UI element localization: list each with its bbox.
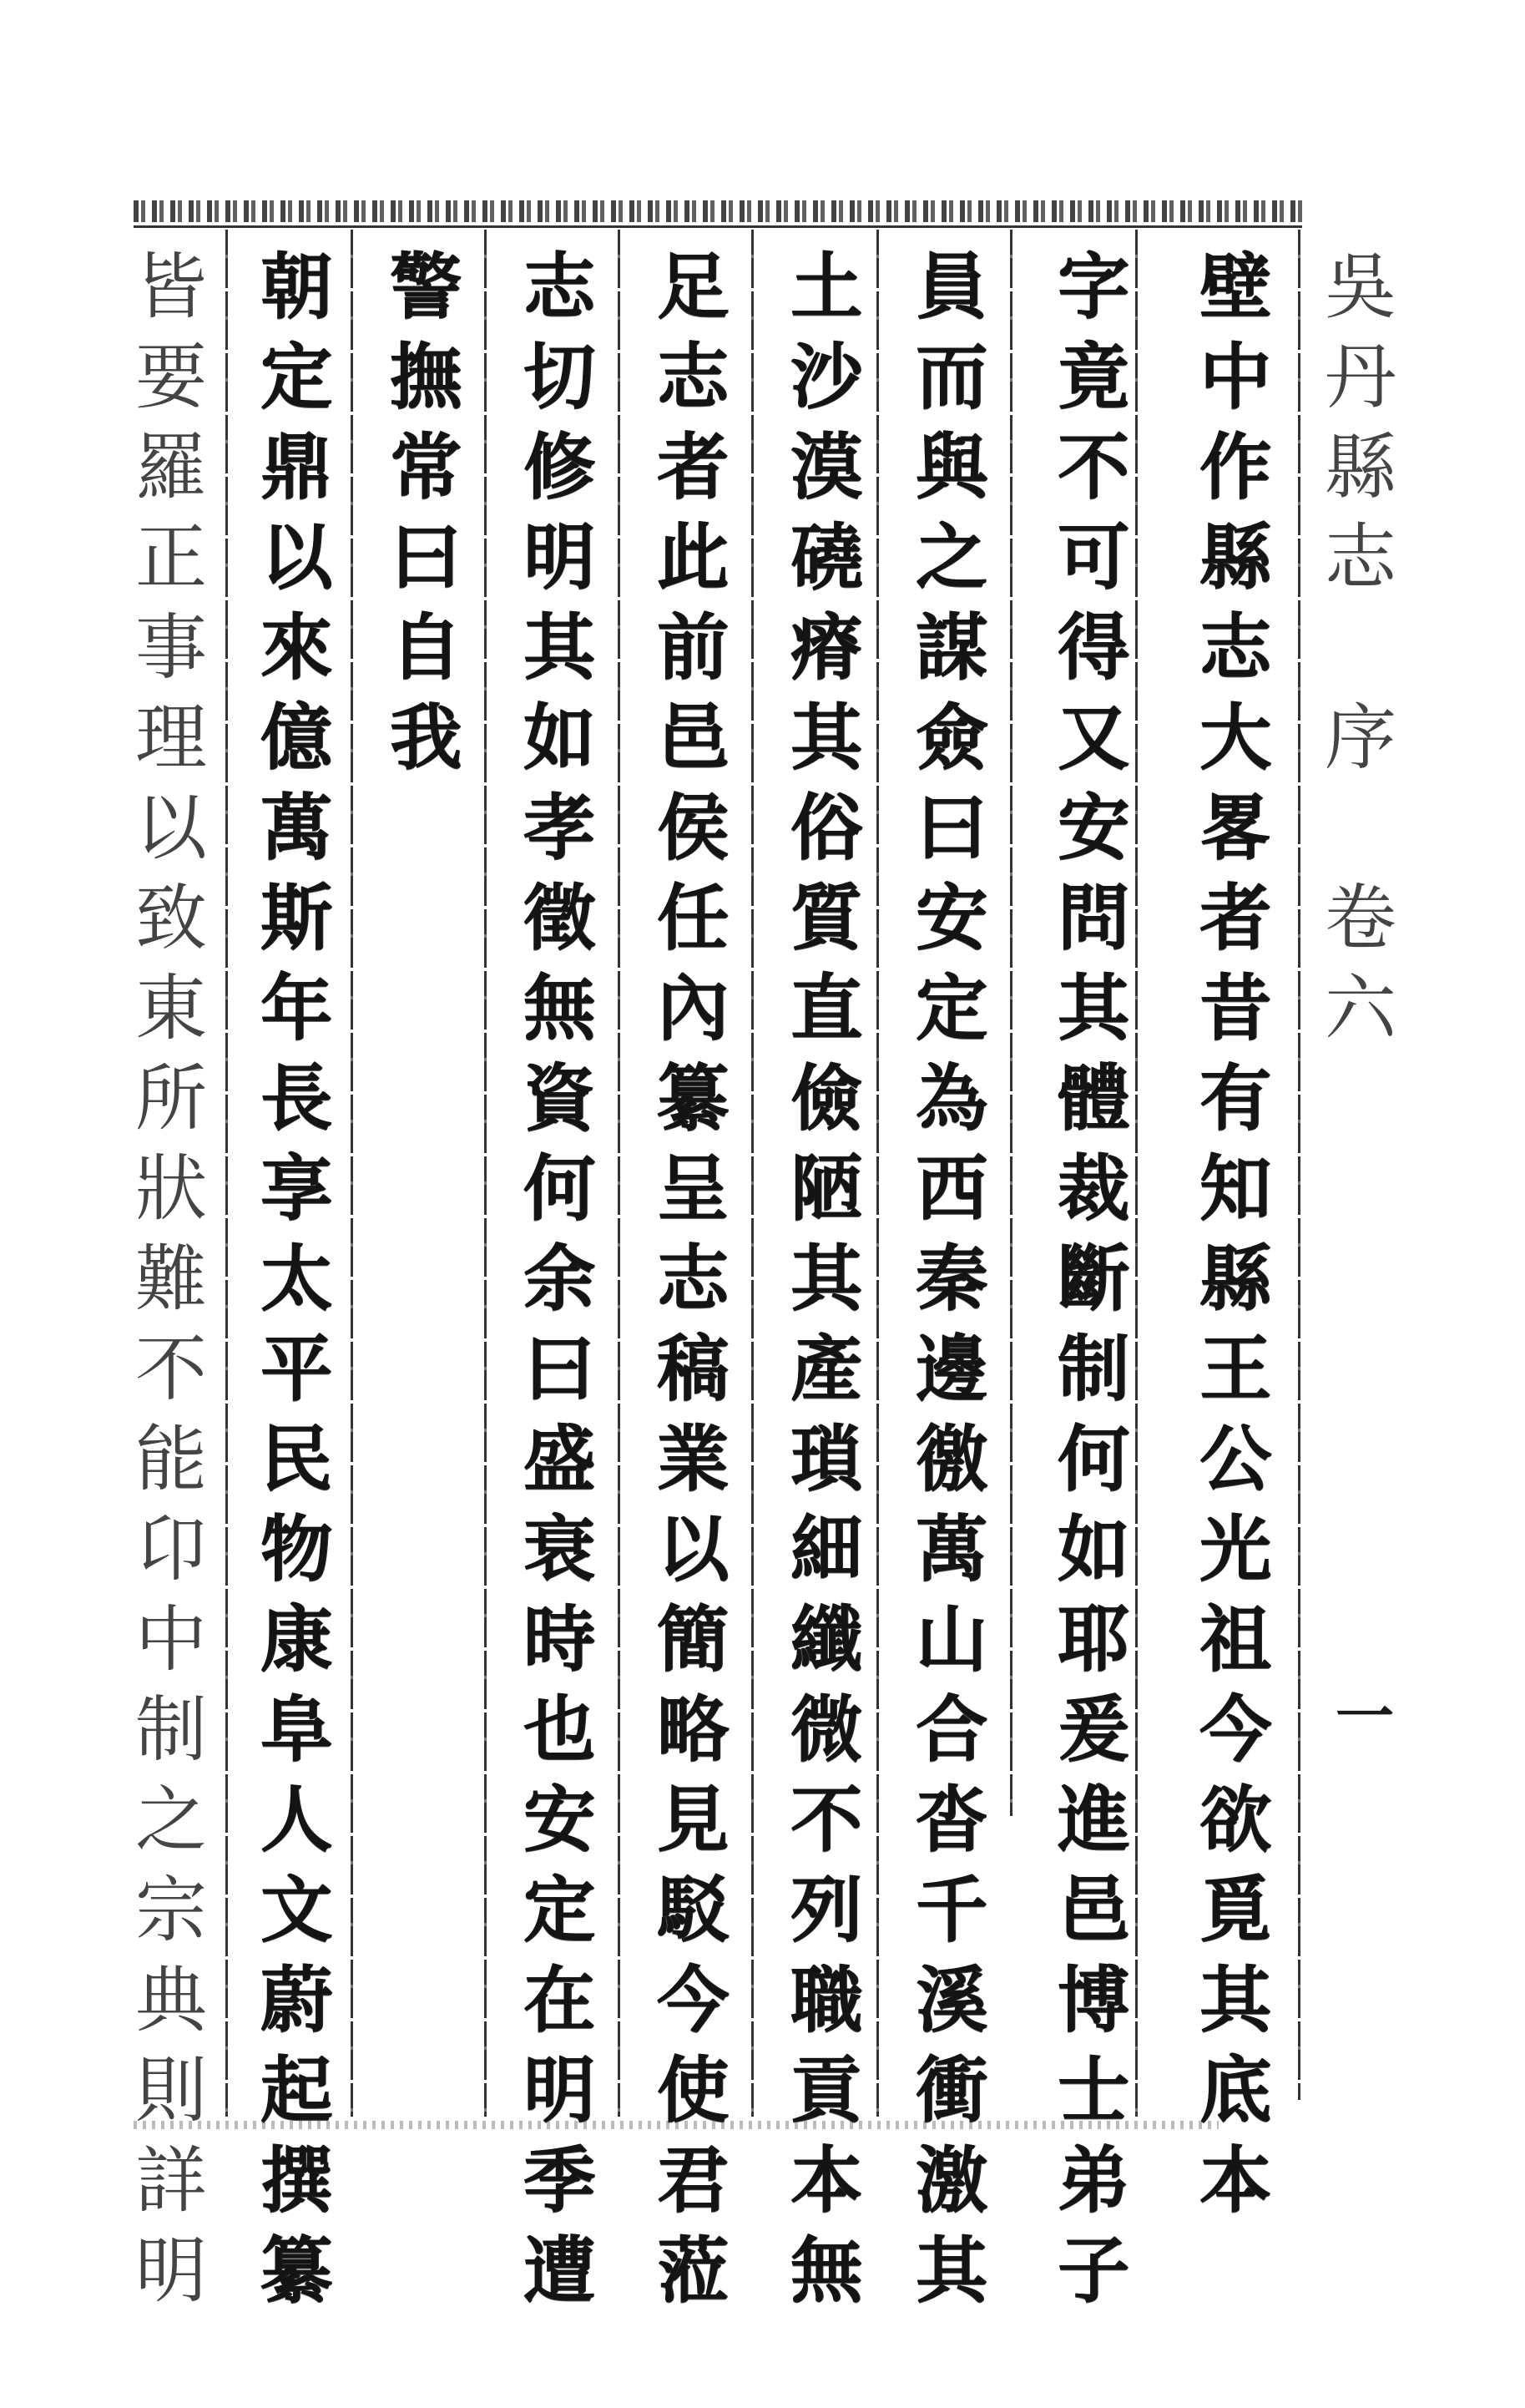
character: 以 bbox=[135, 787, 207, 870]
top-border-line bbox=[134, 225, 1302, 228]
character: 安 bbox=[1058, 786, 1129, 870]
text-column bbox=[380, 242, 472, 783]
character: 定 bbox=[260, 335, 332, 419]
character: 瘠 bbox=[790, 605, 862, 690]
character: 縣 bbox=[1325, 426, 1396, 509]
character: 文 bbox=[260, 1868, 332, 1952]
character: 致 bbox=[135, 877, 207, 960]
character: 業 bbox=[657, 1417, 729, 1501]
character: 有 bbox=[1199, 1056, 1271, 1141]
character: 此 bbox=[657, 515, 729, 599]
character: 明 bbox=[135, 2229, 207, 2313]
character: 警 bbox=[390, 245, 462, 329]
column-rule bbox=[618, 230, 620, 2117]
character bbox=[1325, 603, 1396, 693]
character: 以 bbox=[657, 1507, 729, 1591]
character: 激 bbox=[916, 2138, 987, 2223]
character: 內 bbox=[657, 966, 729, 1050]
character: 理 bbox=[135, 696, 207, 780]
character: 列 bbox=[790, 1868, 862, 1952]
character: 詳 bbox=[135, 2139, 207, 2223]
character: 邊 bbox=[916, 1327, 987, 1411]
character: 如 bbox=[523, 696, 595, 780]
character: 者 bbox=[1199, 876, 1271, 960]
character: 衝 bbox=[916, 2048, 987, 2132]
character: 修 bbox=[523, 425, 595, 509]
column-rule bbox=[225, 230, 228, 2117]
character: 制 bbox=[1058, 1327, 1129, 1411]
column-rule bbox=[876, 230, 879, 2117]
character: 鼎 bbox=[260, 425, 332, 509]
character: 無 bbox=[523, 966, 595, 1050]
character: 曰 bbox=[523, 1327, 595, 1411]
character: 知 bbox=[1199, 1146, 1271, 1231]
character: 略 bbox=[657, 1687, 729, 1772]
character: 沙 bbox=[790, 335, 862, 419]
character: 萬 bbox=[260, 786, 332, 870]
character: 昔 bbox=[1199, 966, 1271, 1050]
character: 志 bbox=[657, 1237, 729, 1321]
character: 正 bbox=[135, 516, 207, 599]
character: 難 bbox=[135, 1237, 207, 1321]
character: 撫 bbox=[390, 335, 462, 419]
character: 為 bbox=[916, 1056, 987, 1141]
character: 享 bbox=[260, 1146, 332, 1231]
character: 其 bbox=[790, 696, 862, 780]
character: 其 bbox=[523, 605, 595, 690]
character: 稿 bbox=[657, 1327, 729, 1411]
character: 季 bbox=[523, 2138, 595, 2223]
character: 西 bbox=[916, 1146, 987, 1231]
character: 儉 bbox=[790, 1056, 862, 1141]
folio-number: 一 bbox=[1336, 1682, 1394, 1751]
character: 皆 bbox=[135, 245, 207, 329]
character: 曰 bbox=[916, 786, 987, 870]
character: 任 bbox=[657, 876, 729, 960]
character: 志 bbox=[1325, 516, 1396, 599]
character: 其 bbox=[916, 2228, 987, 2313]
character: 不 bbox=[790, 1778, 862, 1862]
column-rule bbox=[1010, 230, 1012, 1816]
character: 定 bbox=[916, 966, 987, 1050]
character: 邑 bbox=[1058, 1868, 1129, 1952]
character: 謀 bbox=[916, 605, 987, 690]
character: 邑 bbox=[657, 696, 729, 780]
character: 吳 bbox=[1325, 245, 1396, 329]
character: 蔚 bbox=[260, 1958, 332, 2042]
character: 人 bbox=[260, 1778, 332, 1862]
character: 之 bbox=[916, 515, 987, 599]
character: 今 bbox=[1199, 1687, 1271, 1772]
text-column bbox=[780, 242, 872, 2316]
character: 纖 bbox=[790, 1597, 862, 1682]
character: 平 bbox=[260, 1327, 332, 1411]
character: 溪 bbox=[916, 1958, 987, 2042]
character: 自 bbox=[390, 605, 462, 690]
character: 不 bbox=[1058, 425, 1129, 509]
character: 撰 bbox=[260, 2138, 332, 2223]
character: 不 bbox=[135, 1328, 207, 1411]
character: 民 bbox=[260, 1417, 332, 1501]
character: 其 bbox=[790, 1237, 862, 1321]
character: 作 bbox=[1199, 425, 1271, 509]
character: 微 bbox=[790, 1687, 862, 1772]
character: 以 bbox=[260, 515, 332, 599]
character: 安 bbox=[523, 1778, 595, 1862]
character: 徵 bbox=[523, 876, 595, 960]
character: 字 bbox=[1058, 245, 1129, 329]
character: 在 bbox=[523, 1958, 595, 2042]
text-column bbox=[906, 242, 997, 2316]
character: 如 bbox=[1058, 1507, 1129, 1591]
character: 衰 bbox=[523, 1507, 595, 1591]
character: 漠 bbox=[790, 425, 862, 509]
character: 中 bbox=[135, 1598, 207, 1682]
character: 與 bbox=[916, 425, 987, 509]
character: 細 bbox=[790, 1507, 862, 1591]
character: 斷 bbox=[1058, 1237, 1129, 1321]
column-rule bbox=[351, 230, 353, 2117]
character: 盛 bbox=[523, 1417, 595, 1501]
character: 康 bbox=[260, 1597, 332, 1682]
character: 纂 bbox=[657, 1056, 729, 1141]
character: 底 bbox=[1199, 2048, 1271, 2132]
character: 駁 bbox=[657, 1868, 729, 1952]
character: 定 bbox=[523, 1868, 595, 1952]
character: 縣 bbox=[1199, 515, 1271, 599]
character: 員 bbox=[916, 245, 987, 329]
character: 我 bbox=[390, 696, 462, 780]
character: 無 bbox=[790, 2228, 862, 2313]
character: 所 bbox=[135, 1057, 207, 1141]
character: 得 bbox=[1058, 605, 1129, 690]
character: 問 bbox=[1058, 876, 1129, 960]
character: 纂 bbox=[260, 2228, 332, 2313]
column-rule bbox=[751, 230, 754, 2117]
character: 之 bbox=[135, 1778, 207, 1862]
character: 沓 bbox=[916, 1778, 987, 1862]
character: 中 bbox=[1199, 335, 1271, 419]
character: 羅 bbox=[135, 426, 207, 509]
character: 起 bbox=[260, 2048, 332, 2132]
text-column bbox=[513, 242, 605, 2316]
character: 畧 bbox=[1199, 786, 1271, 870]
character: 序 bbox=[1325, 696, 1396, 780]
column-rule bbox=[1298, 230, 1300, 2100]
character: 蒞 bbox=[657, 2228, 729, 2313]
character: 弟 bbox=[1058, 2138, 1129, 2223]
character: 土 bbox=[790, 245, 862, 329]
text-column bbox=[647, 242, 739, 2316]
character: 年 bbox=[260, 966, 332, 1050]
character: 丹 bbox=[1325, 336, 1396, 419]
character: 太 bbox=[260, 1237, 332, 1321]
column-rule bbox=[484, 230, 487, 2117]
character: 使 bbox=[657, 2048, 729, 2132]
character: 千 bbox=[916, 1868, 987, 1952]
character: 要 bbox=[135, 336, 207, 419]
character: 合 bbox=[916, 1687, 987, 1772]
character: 爰 bbox=[1058, 1687, 1129, 1772]
character: 王 bbox=[1199, 1327, 1271, 1411]
character: 余 bbox=[523, 1237, 595, 1321]
character: 明 bbox=[523, 2048, 595, 2132]
character: 億 bbox=[260, 696, 332, 780]
character: 進 bbox=[1058, 1778, 1129, 1862]
character: 俗 bbox=[790, 786, 862, 870]
character: 朝 bbox=[260, 245, 332, 329]
text-column bbox=[1189, 242, 1281, 2226]
character: 能 bbox=[135, 1418, 207, 1501]
character: 貢 bbox=[790, 2048, 862, 2132]
character: 事 bbox=[135, 606, 207, 690]
text-column bbox=[250, 242, 342, 2316]
top-border-ornament bbox=[134, 200, 1302, 222]
character: 直 bbox=[790, 966, 862, 1050]
character: 陋 bbox=[790, 1146, 862, 1231]
character: 僉 bbox=[916, 696, 987, 780]
character: 大 bbox=[1199, 696, 1271, 780]
character: 來 bbox=[260, 605, 332, 690]
character: 志 bbox=[1199, 605, 1271, 690]
character: 見 bbox=[657, 1778, 729, 1862]
character: 本 bbox=[1199, 2138, 1271, 2223]
character: 產 bbox=[790, 1327, 862, 1411]
character: 也 bbox=[523, 1687, 595, 1772]
character: 子 bbox=[1058, 2228, 1129, 2313]
character: 明 bbox=[523, 515, 595, 599]
character: 縣 bbox=[1199, 1237, 1271, 1321]
text-column bbox=[125, 242, 217, 2316]
character: 士 bbox=[1058, 2048, 1129, 2132]
character: 秦 bbox=[916, 1237, 987, 1321]
character: 孝 bbox=[523, 786, 595, 870]
header-column bbox=[1315, 242, 1406, 1054]
character: 本 bbox=[790, 2138, 862, 2223]
character: 狀 bbox=[135, 1147, 207, 1231]
character: 又 bbox=[1058, 696, 1129, 780]
character: 覓 bbox=[1199, 1868, 1271, 1952]
character: 志 bbox=[523, 245, 595, 329]
character: 前 bbox=[657, 605, 729, 690]
character: 竟 bbox=[1058, 335, 1129, 419]
character: 長 bbox=[260, 1056, 332, 1141]
character: 侯 bbox=[657, 786, 729, 870]
character: 其 bbox=[1199, 1958, 1271, 2042]
character: 萬 bbox=[916, 1507, 987, 1591]
character: 可 bbox=[1058, 515, 1129, 599]
character: 何 bbox=[523, 1146, 595, 1231]
character: 呈 bbox=[657, 1146, 729, 1231]
character: 時 bbox=[523, 1597, 595, 1682]
character: 制 bbox=[135, 1688, 207, 1772]
character: 其 bbox=[1058, 966, 1129, 1050]
character: 曰 bbox=[390, 515, 462, 599]
character: 裁 bbox=[1058, 1146, 1129, 1231]
character: 則 bbox=[135, 2049, 207, 2132]
character: 資 bbox=[523, 1056, 595, 1141]
character: 耶 bbox=[1058, 1597, 1129, 1682]
character: 六 bbox=[1325, 967, 1396, 1050]
character: 祖 bbox=[1199, 1597, 1271, 1682]
character: 壁 bbox=[1199, 245, 1271, 329]
character bbox=[1325, 783, 1396, 873]
character: 山 bbox=[916, 1597, 987, 1682]
character: 而 bbox=[916, 335, 987, 419]
character: 磽 bbox=[790, 515, 862, 599]
character: 體 bbox=[1058, 1056, 1129, 1141]
character: 足 bbox=[657, 245, 729, 329]
character: 物 bbox=[260, 1507, 332, 1591]
character: 簡 bbox=[657, 1597, 729, 1682]
character: 切 bbox=[523, 335, 595, 419]
character: 卷 bbox=[1325, 877, 1396, 960]
character: 阜 bbox=[260, 1687, 332, 1772]
character: 卬 bbox=[135, 1508, 207, 1591]
character: 志 bbox=[657, 335, 729, 419]
character: 瑣 bbox=[790, 1417, 862, 1501]
character: 質 bbox=[790, 876, 862, 960]
character: 君 bbox=[657, 2138, 729, 2223]
character: 者 bbox=[657, 425, 729, 509]
character: 斯 bbox=[260, 876, 332, 960]
character: 光 bbox=[1199, 1507, 1271, 1591]
character: 常 bbox=[390, 425, 462, 509]
character: 宗 bbox=[135, 1869, 207, 1952]
character: 何 bbox=[1058, 1417, 1129, 1501]
character: 公 bbox=[1199, 1417, 1271, 1501]
character: 職 bbox=[790, 1958, 862, 2042]
character: 遭 bbox=[523, 2228, 595, 2313]
character: 典 bbox=[135, 1959, 207, 2042]
character: 欲 bbox=[1199, 1778, 1271, 1862]
character: 徼 bbox=[916, 1417, 987, 1501]
character: 東 bbox=[135, 967, 207, 1050]
character: 今 bbox=[657, 1958, 729, 2042]
text-column bbox=[1048, 242, 1139, 2316]
character: 博 bbox=[1058, 1958, 1129, 2042]
character: 安 bbox=[916, 876, 987, 960]
